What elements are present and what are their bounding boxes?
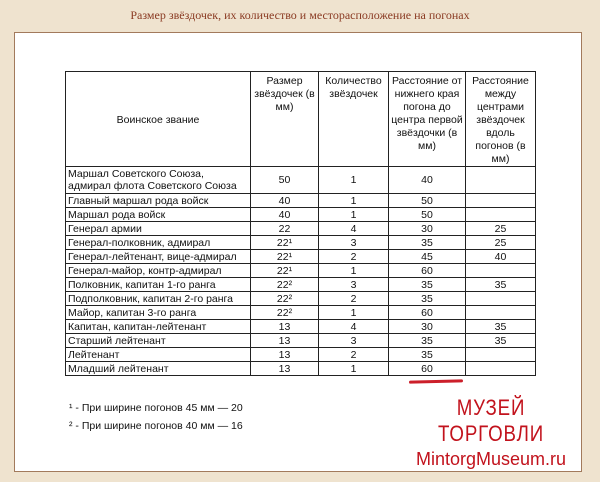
cell-rank: Капитан, капитан-лейтенант xyxy=(66,320,251,334)
cell-count: 1 xyxy=(319,264,389,278)
cell-size: 22² xyxy=(251,306,319,320)
cell-count: 1 xyxy=(319,362,389,376)
cell-rank: Майор, капитан 3-го ранга xyxy=(66,306,251,320)
cell-rank: Генерал-майор, контр-адмирал xyxy=(66,264,251,278)
cell-count: 4 xyxy=(319,222,389,236)
header-count: Количество звёздочек xyxy=(319,72,389,167)
header-rank: Воинское звание xyxy=(66,72,251,167)
cell-spacing: 35 xyxy=(466,278,536,292)
cell-distance: 60 xyxy=(389,306,466,320)
page-title: Размер звёздочек, их количество и месторасположение на погонах xyxy=(130,8,470,22)
header-distance: Расстояние от нижнего края погона до центра первой звёздочки (в мм) xyxy=(389,72,466,167)
table-row xyxy=(66,236,536,250)
cell-distance: 60 xyxy=(389,264,466,278)
cell-size: 22¹ xyxy=(251,264,319,278)
cell-spacing xyxy=(466,194,536,208)
cell-count: 1 xyxy=(319,167,389,194)
cell-count: 3 xyxy=(319,236,389,250)
cell-count: 1 xyxy=(319,194,389,208)
cell-spacing xyxy=(466,264,536,278)
cell-distance: 30 xyxy=(389,222,466,236)
cell-spacing: 25 xyxy=(466,236,536,250)
ranks-table xyxy=(65,71,536,376)
cell-distance: 40 xyxy=(389,167,466,194)
table-row xyxy=(66,167,536,194)
cell-size: 13 xyxy=(251,348,319,362)
cell-spacing xyxy=(466,167,536,194)
cell-spacing xyxy=(466,306,536,320)
cell-size: 13 xyxy=(251,334,319,348)
cell-size: 40 xyxy=(251,194,319,208)
cell-size: 13 xyxy=(251,320,319,334)
cell-rank: Генерал армии xyxy=(66,222,251,236)
table-row xyxy=(66,222,536,236)
cell-rank: Маршал Советского Союза, адмирал флота Советского Союза xyxy=(66,167,251,194)
footnote-1: ¹ - При ширине погонов 45 мм — 20 xyxy=(69,402,243,414)
table-body xyxy=(66,167,536,376)
watermark-url: MintorgMuseum.ru xyxy=(415,449,567,469)
cell-spacing: 35 xyxy=(466,320,536,334)
table-row xyxy=(66,306,536,320)
table-row xyxy=(66,250,536,264)
cell-count: 3 xyxy=(319,334,389,348)
cell-distance: 50 xyxy=(389,208,466,222)
cell-rank: Генерал-полковник, адмирал xyxy=(66,236,251,250)
cell-distance: 45 xyxy=(389,250,466,264)
cell-rank: Младший лейтенант xyxy=(66,362,251,376)
table-row xyxy=(66,362,536,376)
cell-rank: Главный маршал рода войск xyxy=(66,194,251,208)
table-row xyxy=(66,264,536,278)
cell-count: 2 xyxy=(319,250,389,264)
cell-size: 50 xyxy=(251,167,319,194)
table-row xyxy=(66,278,536,292)
table-row xyxy=(66,320,536,334)
cell-size: 22¹ xyxy=(251,236,319,250)
cell-distance: 35 xyxy=(389,236,466,250)
cell-count: 3 xyxy=(319,278,389,292)
cell-size: 22¹ xyxy=(251,250,319,264)
cell-count: 1 xyxy=(319,306,389,320)
header-size: Размер звёздочек (в мм) xyxy=(251,72,319,167)
cell-spacing: 40 xyxy=(466,250,536,264)
cell-spacing xyxy=(466,208,536,222)
cell-distance: 35 xyxy=(389,348,466,362)
cell-distance: 50 xyxy=(389,194,466,208)
cell-spacing xyxy=(466,362,536,376)
document-card xyxy=(14,32,582,472)
table-row xyxy=(66,334,536,348)
header-spacing: Расстояние между центрами звёздочек вдоль погонов (в мм) xyxy=(466,72,536,167)
cell-spacing xyxy=(466,348,536,362)
cell-count: 2 xyxy=(319,348,389,362)
cell-size: 22² xyxy=(251,292,319,306)
cell-distance: 30 xyxy=(389,320,466,334)
cell-count: 1 xyxy=(319,208,389,222)
cell-distance: 60 xyxy=(389,362,466,376)
cell-size: 40 xyxy=(251,208,319,222)
cell-distance: 35 xyxy=(389,278,466,292)
cell-distance: 35 xyxy=(389,334,466,348)
cell-rank: Маршал рода войск xyxy=(66,208,251,222)
cell-size: 13 xyxy=(251,362,319,376)
footnotes xyxy=(69,399,243,435)
watermark-title: МУЗЕЙ ТОРГОВЛИ xyxy=(437,395,544,446)
table-header-row xyxy=(66,72,536,167)
table-row xyxy=(66,194,536,208)
cell-spacing xyxy=(466,292,536,306)
cell-rank: Старший лейтенант xyxy=(66,334,251,348)
table-row xyxy=(66,208,536,222)
cell-size: 22 xyxy=(251,222,319,236)
cell-spacing: 35 xyxy=(466,334,536,348)
watermark-logo xyxy=(401,395,581,470)
table-row xyxy=(66,292,536,306)
cell-rank: Генерал-лейтенант, вице-адмирал xyxy=(66,250,251,264)
footnote-2: ² - При ширине погонов 40 мм — 16 xyxy=(69,420,243,432)
table-row xyxy=(66,348,536,362)
cell-distance: 35 xyxy=(389,292,466,306)
cell-count: 4 xyxy=(319,320,389,334)
cell-rank: Полковник, капитан 1-го ранга xyxy=(66,278,251,292)
cell-rank: Подполковник, капитан 2-го ранга xyxy=(66,292,251,306)
cell-spacing: 25 xyxy=(466,222,536,236)
red-underline-mark xyxy=(409,379,463,383)
cell-size: 22² xyxy=(251,278,319,292)
cell-count: 2 xyxy=(319,292,389,306)
cell-rank: Лейтенант xyxy=(66,348,251,362)
